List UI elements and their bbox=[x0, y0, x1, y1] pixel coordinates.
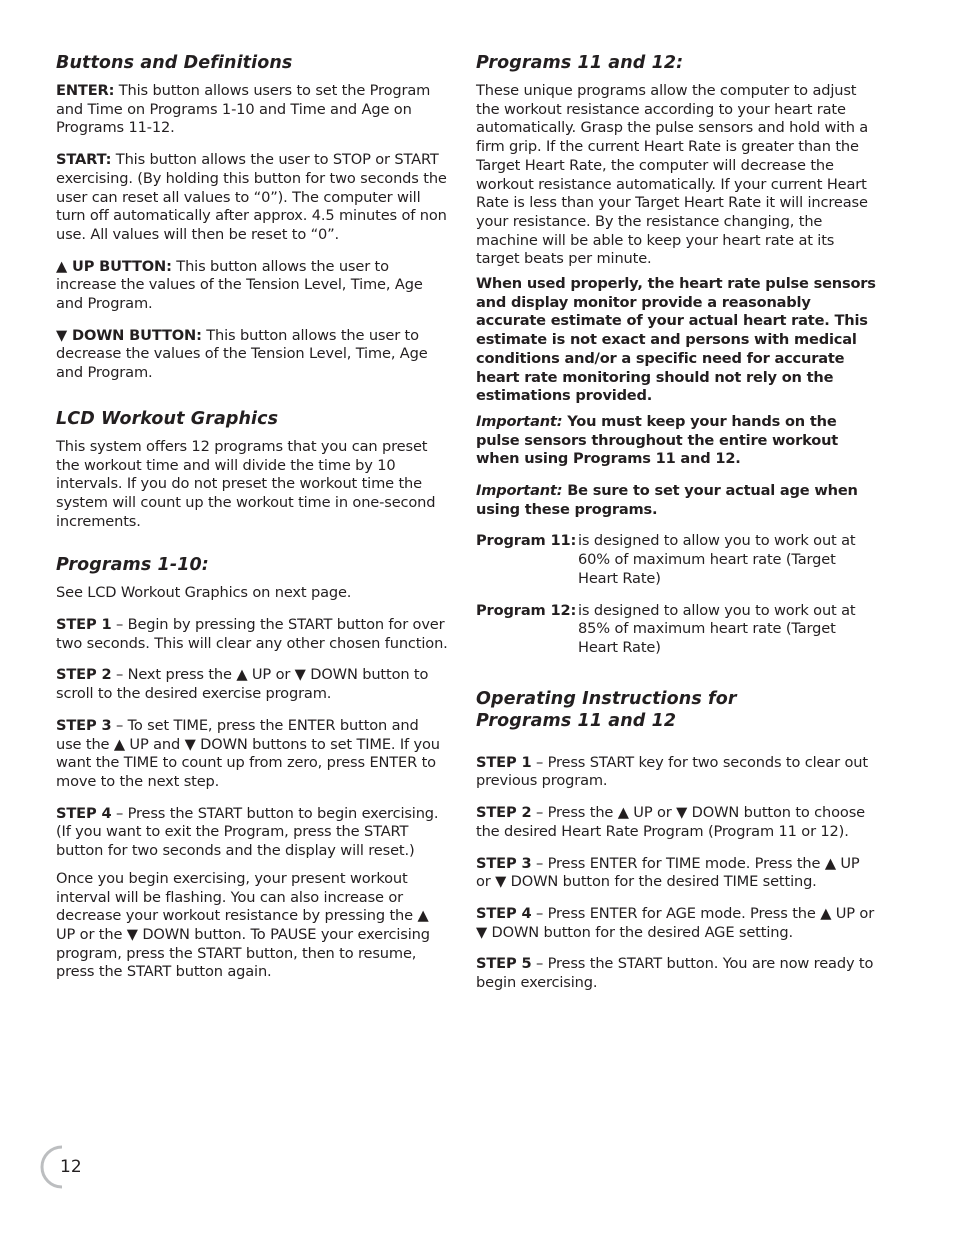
closing-paragraph: Once you begin exercising, your present workout interval will be flashing. You can also increase or decrease your workout resistance by pressing the ▲ UP or the ▼ DOWN button. To PAUSE your exercising program, press the START button, then to resume, press the START button again. bbox=[56, 869, 430, 981]
programs-11-12-description: These unique programs allow the computer to adjust the workout resistance according to your heart rate automatically. Grasp the pulse sensors and hold with a firm grip. If the current Heart Rate is greater than the Target Heart Rate, the computer will decrease the workout resistance automatically. If your current Heart Rate is less than your Target Heart Rate it will increase your resistance. By the resistance changing, the machine will be able to keep your heart rate at its target beats per minute. bbox=[476, 82, 869, 268]
program-11-definition bbox=[476, 532, 876, 588]
op-step-2: STEP 2 – Press the ▲ UP or ▼ DOWN button to choose the desired Heart Rate Program (Program 11 or 12). bbox=[476, 804, 865, 840]
important-label: Important: bbox=[476, 482, 563, 500]
start-definition: START: This button allows the user to STOP or START exercising. (By holding this button for two seconds the user can reset all values to “0”). The computer will turn off automatically after approx. 4.5 minutes of non use. All values will then be reset to “0”. bbox=[56, 151, 447, 243]
step-2: STEP 2 – Next press the ▲ UP or ▼ DOWN button to scroll to the desired exercise program. bbox=[56, 666, 429, 703]
program-12-definition bbox=[476, 602, 876, 658]
step-4: STEP 4 – Press the START button to begin exercising. (If you want to exit the Program, press the START button for two seconds and the display will reset.) bbox=[56, 804, 439, 860]
enter-label: ENTER: bbox=[56, 82, 115, 99]
lcd-description: This system offers 12 programs that you can preset the workout time and will divide the time by 10 intervals. If you do not preset the workout time the system will count up the workout time in one-second increments. bbox=[56, 437, 436, 530]
right-column bbox=[476, 52, 876, 993]
important-label: Important: bbox=[476, 412, 563, 430]
start-label: START: bbox=[56, 151, 112, 169]
program-11-text: is designed to allow you to work out at 60% of maximum heart rate (Target Heart Rate) bbox=[578, 532, 856, 587]
heading-operating-instructions: Operating Instructions for Programs 11 and 12 bbox=[476, 688, 737, 731]
up-button-definition: ▲ UP BUTTON: This button allows the user to increase the values of the Tension Level, Time, Age and Program. bbox=[56, 257, 423, 313]
heading-programs-1-10: Programs 1-10: bbox=[56, 555, 209, 576]
down-label: ▼ DOWN BUTTON: bbox=[56, 326, 202, 344]
down-button-definition: ▼ DOWN BUTTON: This button allows the user to decrease the values of the Tension Level, Time, Age and Program. bbox=[56, 326, 428, 382]
program-11-label: Program 11: bbox=[476, 532, 577, 550]
op-step-3: STEP 3 – Press ENTER for TIME mode. Press the ▲ UP or ▼ DOWN button for the desired TIME setting. bbox=[476, 854, 860, 891]
op-step-1: STEP 1 – Press START key for two seconds to clear out previous program. bbox=[476, 753, 868, 790]
up-label: ▲ UP BUTTON: bbox=[56, 257, 172, 275]
heading-programs-11-12: Programs 11 and 12: bbox=[476, 53, 684, 73]
important-note-2: Important: Be sure to set your actual age when using these programs. bbox=[476, 482, 858, 518]
heading-lcd-workout-graphics: LCD Workout Graphics bbox=[56, 408, 279, 429]
left-column bbox=[56, 52, 448, 982]
program-12-label: Program 12: bbox=[476, 601, 577, 619]
op-step-5: STEP 5 – Press the START button. You are now ready to begin exercising. bbox=[476, 955, 874, 992]
heading-buttons-definitions: Buttons and Definitions bbox=[56, 53, 293, 73]
page-number: 12 bbox=[60, 1157, 82, 1177]
page-number-badge bbox=[40, 1143, 100, 1191]
enter-definition: ENTER: This button allows users to set the Program and Time on Programs 1-10 and Time and Age on Programs 11-12. bbox=[56, 82, 431, 137]
op-step-4: STEP 4 – Press ENTER for AGE mode. Press the ▲ UP or ▼ DOWN button for the desired AGE setting. bbox=[476, 904, 875, 941]
important-note-1: Important: You must keep your hands on the pulse sensors throughout the entire workout when using Programs 11 and 12. bbox=[476, 412, 839, 468]
program-12-text: is designed to allow you to work out at 85% of maximum heart rate (Target Heart Rate) bbox=[578, 601, 856, 656]
accuracy-warning: When used properly, the heart rate pulse sensors and display monitor provide a reasonably accurate estimate of your actual heart rate. This estimate is not exact and persons with medical conditions and/or a specific need for accurate heart rate monitoring should not rely on the estimations provided. bbox=[476, 275, 876, 405]
step-3: STEP 3 – To set TIME, press the ENTER button and use the ▲ UP and ▼ DOWN buttons to set TIME. If you want the TIME to count up from zero, press ENTER to move to the next step. bbox=[56, 716, 440, 790]
programs-1-10-intro: See LCD Workout Graphics on next page. bbox=[56, 584, 352, 602]
step-1: STEP 1 – Begin by pressing the START button for over two seconds. This will clear any other chosen function. bbox=[56, 616, 448, 652]
